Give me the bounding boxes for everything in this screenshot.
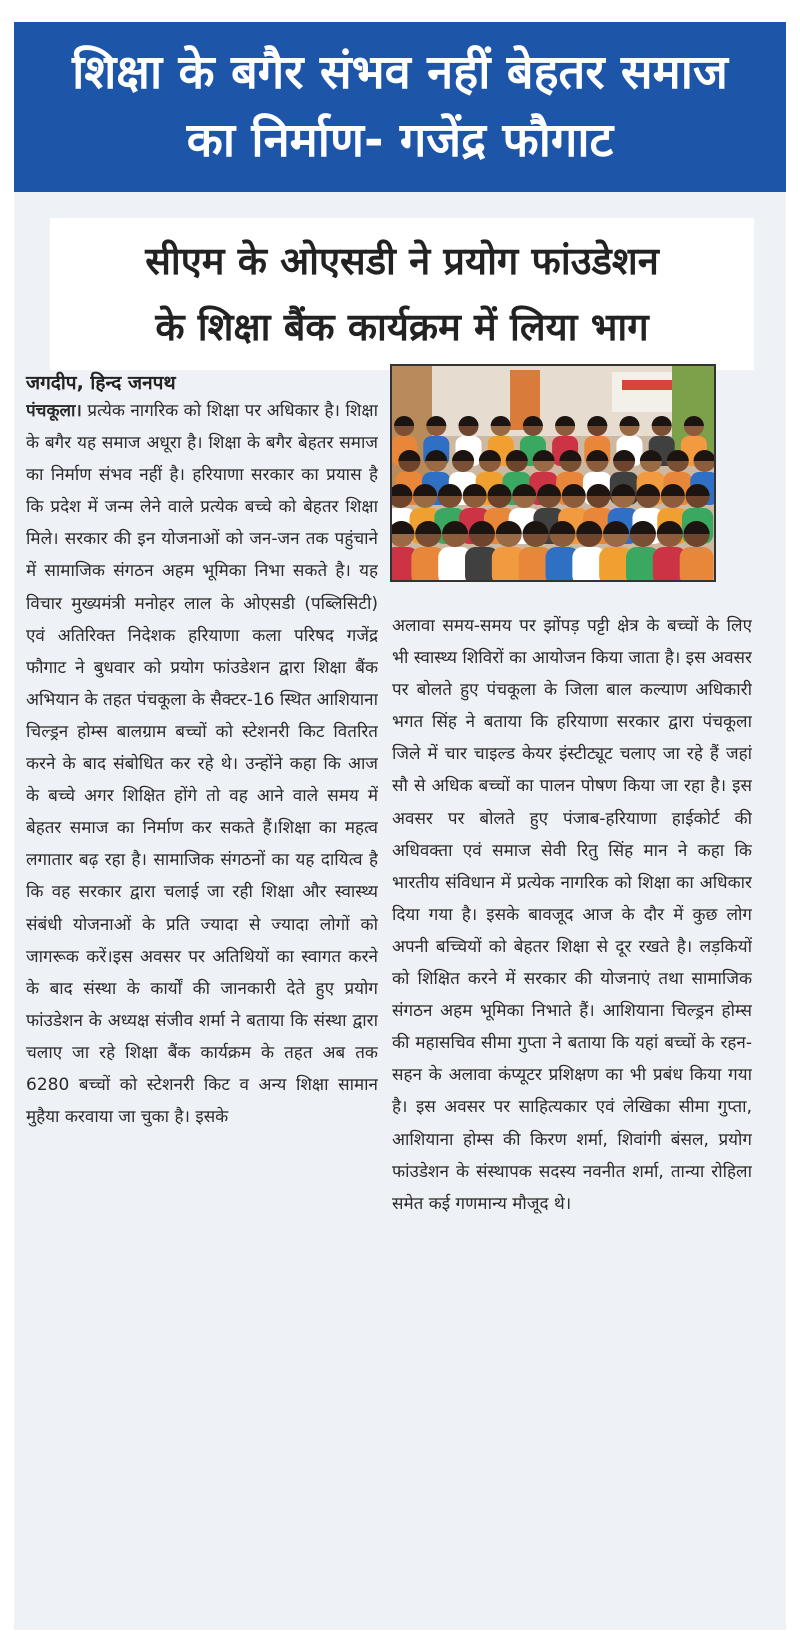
subheadline-line-1: सीएम के ओएसडी ने प्रयोग फांउडेशन <box>145 239 659 283</box>
subheadline-line-2: के शिक्षा बैंक कार्यक्रम में लिया भाग <box>155 305 649 349</box>
group-photo-children-icon <box>392 366 714 580</box>
subheadline <box>50 218 754 370</box>
headline-line-1: शिक्षा के बगैर संभव नहीं बेहतर समाज <box>72 45 728 100</box>
group-photo <box>390 364 716 582</box>
article-column-left <box>26 395 378 1600</box>
dateline: पंचकूला। <box>26 401 82 421</box>
article-text-right: अलावा समय-समय पर झोंपड़ पट्टी क्षेत्र के बच्चों के लिए भी स्वास्थ्य शिविरों का आयोजन किया जाता है। इस अवसर पर बोलते हुए पंचकूला के जिला बाल कल्याण अधिकारी भगत सिंह ने बताया कि हरियाणा सरकार द्वारा पंचकूला जिले में चार चाइल्ड केयर इंस्टीट्यूट चलाए जा रहे हैं जहां सौ से अधिक बच्चों का पालन पोषण किया जा रहा है। इस अवसर पर बोलते हुए पंजाब-हरियाणा हाईकोर्ट की अधिवक्ता एवं समाज सेवी रितु सिंह मान ने कहा कि भारतीय संविधान में प्रत्येक नागरिक को शिक्षा का अधिकार दिया गया है। इसके बावजूद आज के दौर में कुछ लोग अपनी बच्चियों को बेहतर शिक्षा से दूर रखते है। लड़कियों को शिक्षित करने में सरकार की योजनाएं तथा सामाजिक संगठन अहम भूमिका निभाते हैं। आशियाना चिल्ड्रन होम्स की महासचिव सीमा गुप्ता ने बताया कि यहां बच्चों के रहन-सहन के अलावा कंप्यूटर प्रशिक्षण का भी प्रबंध किया गया है। इस अवसर पर साहित्यकार एवं लेखिका सीमा गुप्ता, आशियाना होम्स की किरण शर्मा, शिवांगी बंसल, प्रयोग फांउडेशन के संस्थापक सदस्य नवनीत शर्मा, तान्या रोहिला समेत कई गणमान्य मौजूद थे। <box>392 616 752 1214</box>
article-column-right <box>392 610 752 1600</box>
byline: जगदीप, हिन्द जनपथ <box>26 372 176 394</box>
article-text-left: प्रत्येक नागरिक को शिक्षा पर अधिकार है। शिक्षा के बगैर यह समाज अधूरा है। शिक्षा के बगैर बेहतर समाज का निर्माण संभव नहीं है। हरियाणा सरकार का प्रयास है कि प्रदेश में जन्म लेने वाले प्रत्येक बच्चे को बेहतर शिक्षा मिले। सरकार की इन योजनाओं को जन-जन तक पहुंचाने में सामाजिक संगठन अहम भूमिका निभा सकते है। यह विचार मुख्यमंत्री मनोहर लाल के ओएसडी (पब्लिसिटी) एवं अतिरिक्त निदेशक हरियाणा कला परिषद गजेंद्र फौगाट ने बुधवार को प्रयोग फांउडेशन द्वारा शिक्षा बैंक अभियान के तहत पंचकूला के सैक्टर-16 स्थित आशियाना चिल्ड्रन होम्स बालग्राम बच्चों को स्टेशनरी किट वितरित करने के बाद संबोधित कर रहे थे। उन्होंने कहा कि आज के बच्चे अगर शिक्षित होंगे तो वह आने वाले समय में बेहतर समाज का निर्माण कर सकते हैं।शिक्षा का महत्व लगातार बढ़ रहा है। सामाजिक संगठनों का यह दायित्व है कि वह सरकार द्वारा चलाई जा रही शिक्षा और स्वास्थ्य संबंधी योजनाओं के प्रति ज्यादा से ज्यादा लोगों को जागरूक करें।इस अवसर पर अतिथियों का स्वागत करने के बाद संस्था के कार्यों की जानकारी देते हुए प्रयोग फांउडेशन के अध्यक्ष संजीव शर्मा ने बताया कि संस्था द्वारा चलाए जा रहे शिक्षा बैंक कार्यक्रम के तहत अब तक 6280 बच्चों को स्टेशनरी किट व अन्य शिक्षा सामान मुहैया करवाया जा चुका है। इसके <box>26 401 378 1128</box>
headline-line-2: का निर्माण- गजेंद्र फौगाट <box>186 113 614 168</box>
headline-banner <box>14 22 786 192</box>
